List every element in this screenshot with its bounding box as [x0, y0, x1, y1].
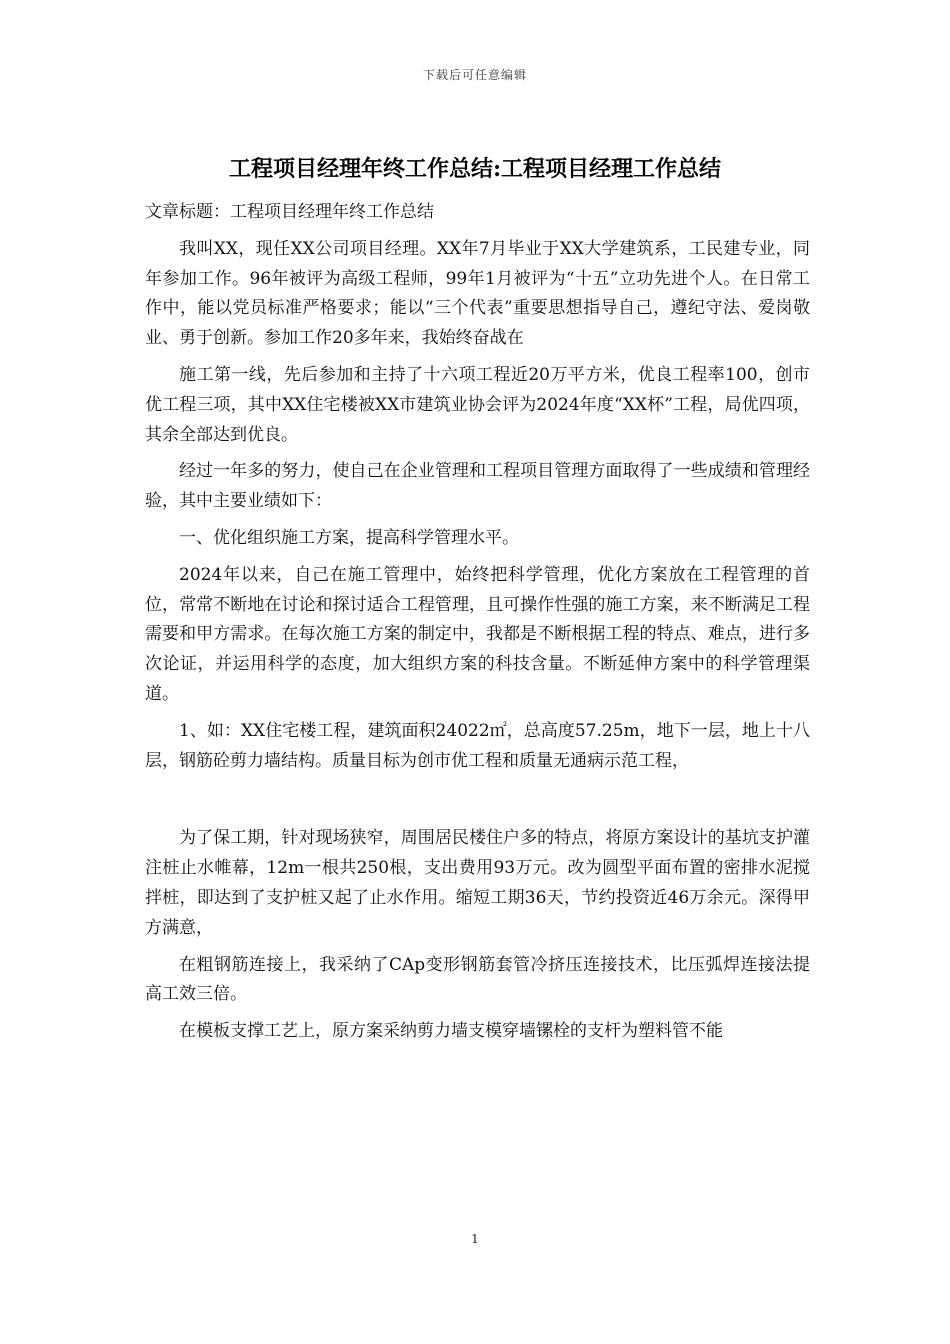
- page-number: 1: [471, 1232, 479, 1246]
- document-title: 工程项目经理年终工作总结:工程项目经理工作总结: [228, 156, 722, 182]
- header-note: 下载后可任意编辑: [422, 68, 527, 82]
- paragraph: 2024年以来，自己在施工管理中，始终把科学管理，优化方案放在工程管理的首位，常常不断地在讨论和探讨适合工程管理，且可操作性强的施工方案，来不断满足工程需要和甲方需求。在每次施工方案的制定中，我都是不断根据工程的特点、难点，进行多次论证，并运用科学的态度，加大组织方案的科技含量。不断延伸方案中的科学管理渠道。: [145, 564, 810, 704]
- section-heading: 一、优化组织施工方案，提高科学管理水平。: [179, 527, 519, 548]
- paragraph: 在粗钢筋连接上，我采纳了CAp变形钢筋套管冷挤压连接技术，比压弧焊连接法提高工效三倍。: [145, 954, 810, 1005]
- paragraph: 为了保工期，针对现场狭窄，周围居民楼住户多的特点，将原方案设计的基坑支护灌注桩止水帷幕，12m一根共250根，支出费用93万元。改为圆型平面布置的密排水泥搅拌桩，即达到了支护桩又起了止水作用。缩短工期36天，节约投资近46万余元。深得甲方满意，: [145, 828, 810, 938]
- paragraph: 在模板支撑工艺上，原方案采纳剪力墙支模穿墙镙栓的支杆为塑料管不能: [179, 1021, 723, 1042]
- paragraph: 经过一年多的努力，使自己在企业管理和工程项目管理方面取得了一些成绩和管理经验，其中主要业绩如下：: [145, 461, 810, 512]
- paragraph: 施工第一线，先后参加和主持了十六项工程近20万平方米，优良工程率100，创市优工程三项，其中XX住宅楼被XX市建筑业协会评为2024年度“XX杯”工程，局优四项，其余全部达到优良。: [145, 364, 810, 445]
- paragraph: 1、如：XX住宅楼工程，建筑面积24022㎡，总高度57.25m，地下一层，地上十八层，钢筋砼剪力墙结构。质量目标为创市优工程和质量无通病示范工程，: [145, 720, 810, 771]
- document-body: [145, 198, 810, 1054]
- article-subtitle: 文章标题：工程项目经理年终工作总结: [145, 202, 434, 222]
- paragraph: 我叫XX，现任XX公司项目经理。XX年7月毕业于XX大学建筑系，工民建专业，同年参加工作。96年被评为高级工程师，99年1月被评为“十五”立功先进个人。在日常工作中，能以党员标准严格要求；能以“三个代表”重要思想指导自己，遵纪守法、爱岗敬业、勇于创新。参加工作20多年来，我始终奋战在: [145, 238, 810, 349]
